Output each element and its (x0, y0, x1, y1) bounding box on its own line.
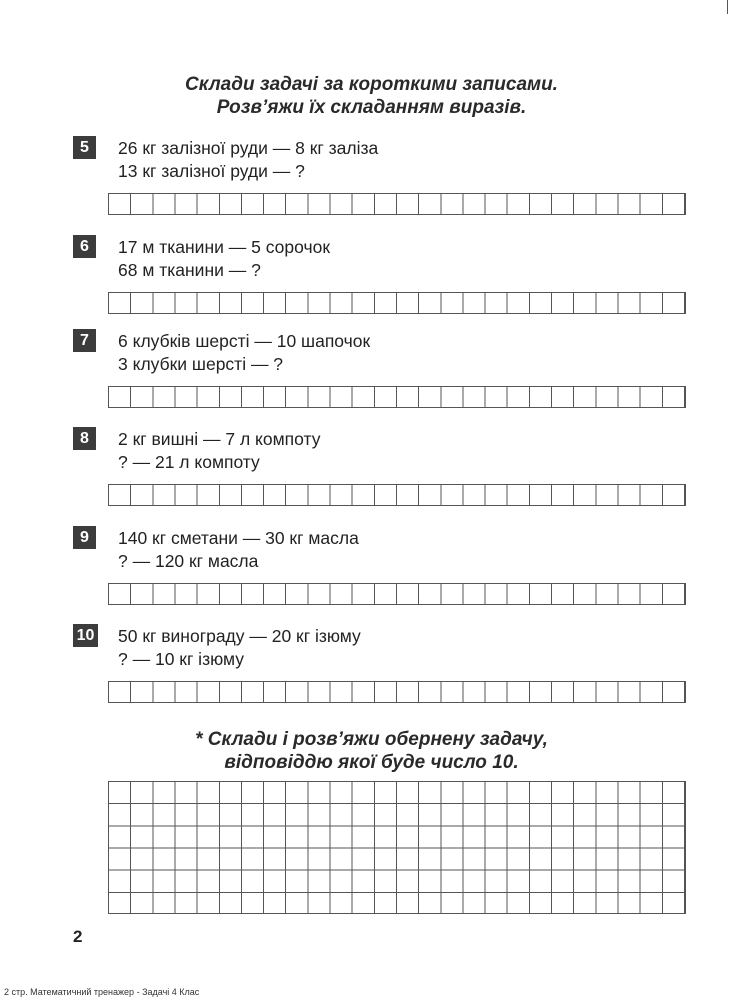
task-number-badge: 5 (73, 136, 96, 159)
task-10 (0, 624, 743, 714)
task-condition-line-1: 50 кг винограду — 20 кг ізюму (118, 626, 361, 646)
page-number: 2 (73, 927, 83, 946)
bonus-task-heading (0, 728, 743, 774)
task-condition-line-2: 13 кг залізної руди — ? (118, 161, 305, 181)
task-condition-line-1: 2 кг вишні — 7 л компоту (118, 429, 321, 449)
task-7 (0, 329, 743, 419)
bonus-answer-grid[interactable] (108, 781, 686, 914)
task-number-badge: 10 (73, 624, 98, 647)
instructions-line-1: Склади задачі за короткими записами. (185, 74, 558, 95)
task-condition-line-1: 26 кг залізної руди — 8 кг заліза (118, 138, 379, 158)
task-5 (0, 136, 743, 226)
footer-caption: 2 стр. Математичний тренажер - Задачі 4 Клас (4, 987, 200, 997)
task-6 (0, 235, 743, 325)
instructions-line-2: Розв’яжи їх складанням виразів. (216, 97, 527, 118)
task-number-badge: 7 (73, 329, 96, 352)
crop-mark (727, 0, 728, 14)
answer-cells[interactable] (108, 193, 686, 215)
answer-cells[interactable] (108, 292, 686, 314)
task-condition-line-1: 6 клубків шерсті — 10 шапочок (118, 331, 371, 351)
task-condition-line-1: 17 м тканини — 5 сорочок (118, 237, 330, 257)
task-number-badge: 8 (73, 427, 96, 450)
bonus-line-1: * Склади і розв’яжи обернену задачу, (195, 729, 548, 750)
bonus-line-2: відповіддю якої буде число 10. (224, 752, 519, 773)
task-number-badge: 6 (73, 235, 96, 258)
instructions-heading (0, 73, 743, 119)
answer-cells[interactable] (108, 681, 686, 703)
task-8 (0, 427, 743, 517)
task-9 (0, 526, 743, 616)
task-condition-line-2: ? — 10 кг ізюму (118, 649, 245, 669)
task-condition-line-2: 3 клубки шерсті — ? (118, 354, 284, 374)
task-condition-line-2: 68 м тканини — ? (118, 260, 261, 280)
task-condition-line-2: ? — 120 кг масла (118, 551, 259, 571)
task-number-badge: 9 (73, 526, 96, 549)
answer-cells[interactable] (108, 583, 686, 605)
task-condition-line-1: 140 кг сметани — 30 кг масла (118, 528, 359, 548)
task-condition-line-2: ? — 21 л компоту (118, 452, 260, 472)
answer-cells[interactable] (108, 484, 686, 506)
answer-cells[interactable] (108, 386, 686, 408)
